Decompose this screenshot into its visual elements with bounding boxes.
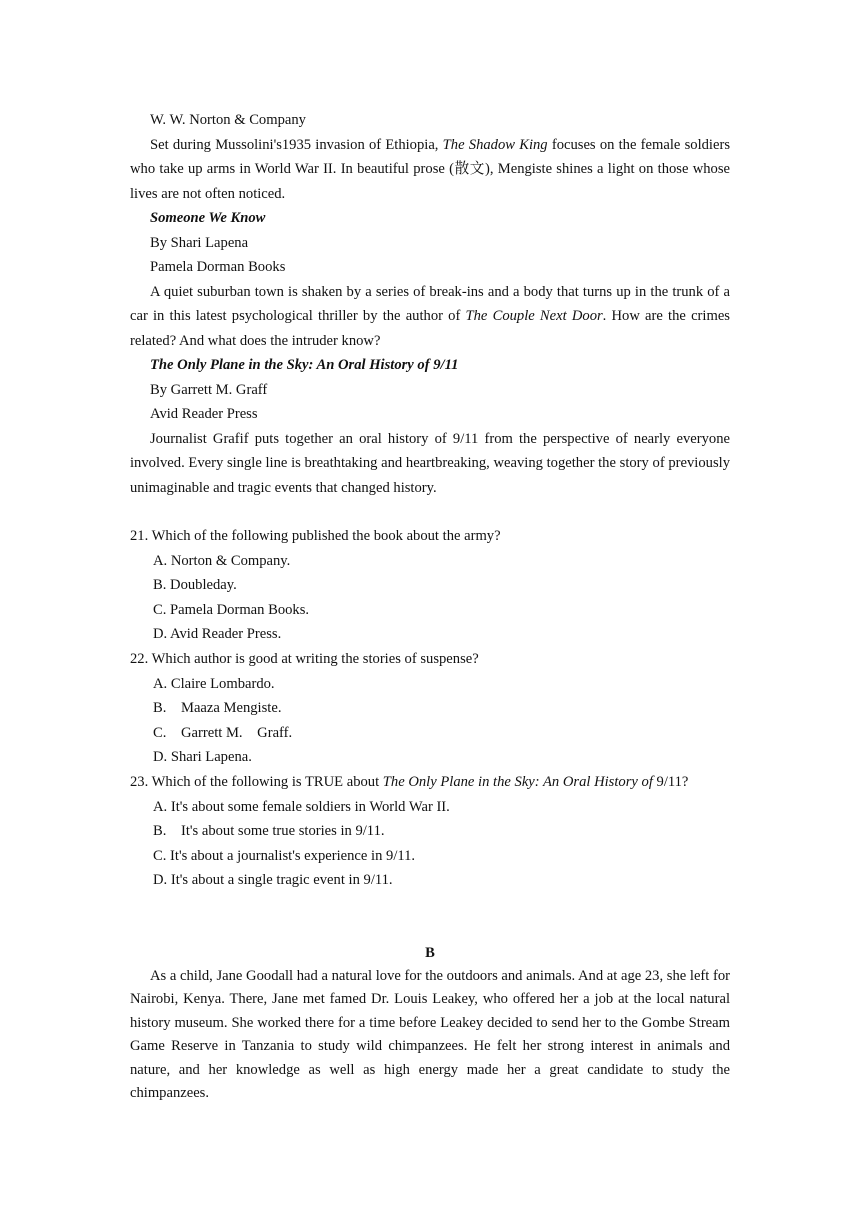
q23-option-b: B. It's about some true stories in 9/11. [153, 823, 385, 840]
book2-desc-text: A quiet suburban town is shaken by a series of break-ins and a body that turns up in the trunk of a car in this latest psychological thriller by the author of [130, 283, 730, 324]
book3-publisher: Avid Reader Press [150, 406, 258, 422]
book2-title: Someone We Know [150, 210, 266, 226]
spacer [130, 893, 730, 941]
q23-text: 23. Which of the following is TRUE about [130, 773, 383, 790]
book3-title: The Only Plane in the Sky: An Oral History of 9/11 [150, 357, 459, 373]
q22-option-b: B. Maaza Mengiste. [153, 700, 282, 717]
q22-option-a: A. Claire Lombardo. [153, 675, 275, 692]
q23-option-a: A. It's about some female soldiers in World War II. [153, 798, 450, 815]
section-b-heading: B [425, 944, 435, 961]
q21-option-d: D. Avid Reader Press. [153, 626, 282, 643]
book1-description [130, 133, 730, 207]
book3-author: By Garrett M. Graff [150, 381, 268, 398]
q21-option-b: B. Doubleday. [153, 577, 237, 594]
book3-description: Journalist Grafif puts together an oral history of 9/11 from the perspective of nearly everyone involved. Every single line is breathtaking and heartbreaking, weaving together the story of previously unimaginable and tragic events that changed history. [130, 430, 730, 496]
q23-text-end: 9/11? [652, 773, 689, 790]
book2-author: By Shari Lapena [150, 234, 249, 251]
section-b-paragraph: As a child, Jane Goodall had a natural love for the outdoors and animals. And at age 23, she left for Nairobi, Kenya. There, Jane met famed Dr. Louis Leakey, who offered her a job at the local natural history museum. She worked there for a time before Leakey decided to send her to the Gombe Stream Game Reserve in Tanzania to study wild chimpanzees. He felt her strong interest in animals and nature, and her knowledge as well as high energy made her a great candidate to study the chimpanzees. [130, 967, 730, 1101]
question-21: 21. Which of the following published the book about the army? [130, 528, 501, 544]
book2-publisher: Pamela Dorman Books [150, 259, 286, 275]
q22-option-c: C. Garrett M. Graff. [153, 724, 293, 741]
document-page [130, 108, 730, 1105]
book2-desc-text-end: . How are the crimes related? And what does the intruder know? [130, 308, 730, 349]
q23-option-d: D. It's about a single tragic event in 9/11. [153, 872, 393, 889]
book2-title-inline: The Couple Next Door [465, 308, 603, 324]
question-23 [130, 770, 730, 795]
question-22: 22. Which author is good at writing the stories of suspense? [130, 650, 479, 667]
book1-title-inline: The Shadow King [442, 136, 548, 153]
book1-publisher: W. W. Norton & Company [150, 112, 306, 128]
book1-desc-text: Set during Mussolini's1935 invasion of Ethiopia, [150, 136, 443, 153]
q21-option-c: C. Pamela Dorman Books. [153, 601, 310, 618]
q22-option-d: D. Shari Lapena. [153, 749, 252, 766]
q23-option-c: C. It's about a journalist's experience in 9/11. [153, 847, 416, 864]
book1-desc-text-end: focuses on the female soldiers who take up arms in World War II. In beautiful prose (散文), Mengiste shines a light on those whose lives are not often noticed. [130, 136, 730, 202]
spacer [130, 500, 730, 524]
q23-title-inline: The Only Plane in the Sky: An Oral History of [382, 773, 653, 790]
book2-description [130, 280, 730, 354]
q21-option-a: A. Norton & Company. [153, 552, 291, 569]
